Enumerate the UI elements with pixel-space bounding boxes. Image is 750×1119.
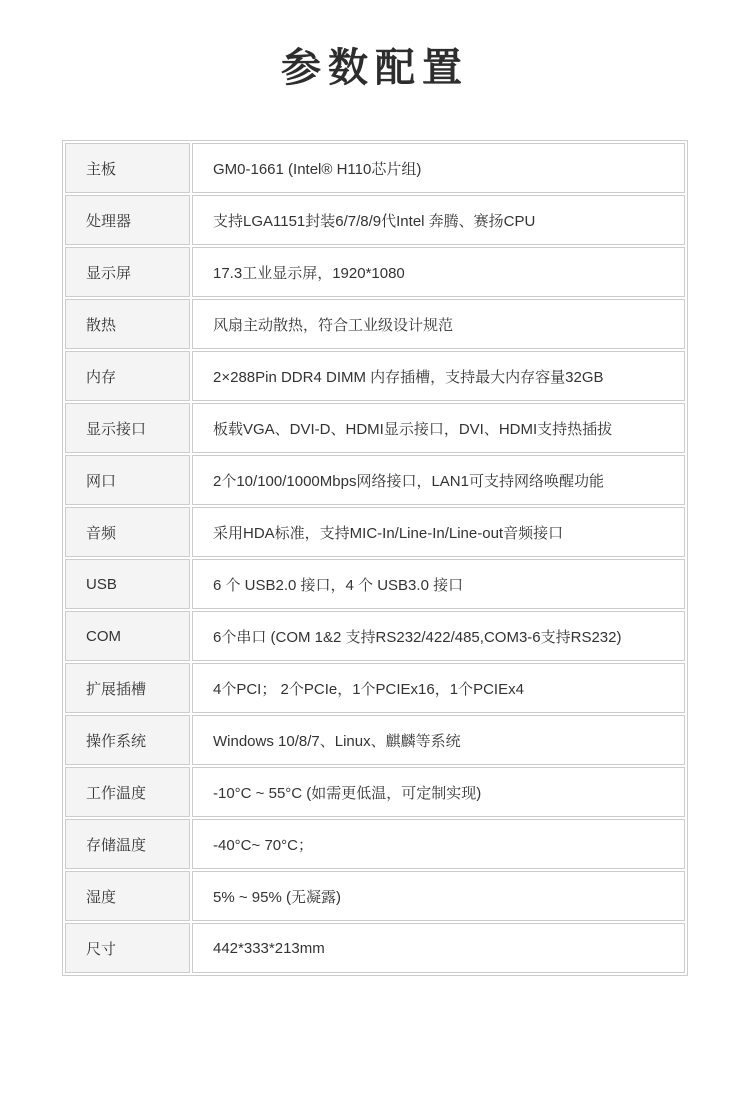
spec-value: Windows 10/8/7、Linux、麒麟等系统: [192, 715, 685, 765]
spec-value: -40°C~ 70°C；: [192, 819, 685, 869]
spec-value: 442*333*213mm: [192, 923, 685, 973]
page-title: 参数配置: [281, 46, 469, 90]
spec-table: [62, 140, 688, 976]
spec-row: [65, 715, 685, 765]
spec-label: 显示接口: [65, 403, 190, 453]
spec-value: -10°C ~ 55°C (如需更低温，可定制实现): [192, 767, 685, 817]
spec-value: 2×288Pin DDR4 DIMM 内存插槽，支持最大内存容量32GB: [192, 351, 685, 401]
spec-row: [65, 663, 685, 713]
spec-label: 工作温度: [65, 767, 190, 817]
spec-label: 散热: [65, 299, 190, 349]
spec-row: [65, 403, 685, 453]
spec-row: [65, 923, 685, 973]
spec-value: 2个10/100/1000Mbps网络接口，LAN1可支持网络唤醒功能: [192, 455, 685, 505]
spec-label: 内存: [65, 351, 190, 401]
spec-row: [65, 143, 685, 193]
spec-value: 采用HDA标准，支持MIC-In/Line-In/Line-out音频接口: [192, 507, 685, 557]
spec-row: [65, 299, 685, 349]
spec-row: [65, 247, 685, 297]
spec-row: [65, 767, 685, 817]
spec-row: [65, 455, 685, 505]
spec-value: 5% ~ 95% (无凝露): [192, 871, 685, 921]
spec-row: [65, 871, 685, 921]
spec-value: 6个串口 (COM 1&2 支持RS232/422/485,COM3-6支持RS232): [192, 611, 685, 661]
spec-value: 支持LGA1151封装6/7/8/9代Intel 奔腾、赛扬CPU: [192, 195, 685, 245]
spec-value: 6 个 USB2.0 接口，4 个 USB3.0 接口: [192, 559, 685, 609]
spec-label: 扩展插槽: [65, 663, 190, 713]
spec-row: [65, 507, 685, 557]
spec-label: 湿度: [65, 871, 190, 921]
spec-label: USB: [65, 559, 190, 609]
spec-row: [65, 611, 685, 661]
spec-label: 存储温度: [65, 819, 190, 869]
spec-value: 风扇主动散热，符合工业级设计规范: [192, 299, 685, 349]
spec-row: [65, 559, 685, 609]
spec-value: GM0-1661 (Intel® H110芯片组): [192, 143, 685, 193]
spec-label: 尺寸: [65, 923, 190, 973]
spec-row: [65, 351, 685, 401]
spec-label: COM: [65, 611, 190, 661]
spec-label: 显示屏: [65, 247, 190, 297]
spec-page: [0, 42, 750, 976]
spec-row: [65, 819, 685, 869]
spec-label: 音频: [65, 507, 190, 557]
spec-value: 4个PCI； 2个PCIe，1个PCIEx16，1个PCIEx4: [192, 663, 685, 713]
spec-value: 17.3工业显示屏，1920*1080: [192, 247, 685, 297]
spec-label: 网口: [65, 455, 190, 505]
spec-value: 板载VGA、DVI-D、HDMI显示接口，DVI、HDMI支持热插拔: [192, 403, 685, 453]
spec-label: 主板: [65, 143, 190, 193]
spec-row: [65, 195, 685, 245]
spec-label: 操作系统: [65, 715, 190, 765]
spec-label: 处理器: [65, 195, 190, 245]
